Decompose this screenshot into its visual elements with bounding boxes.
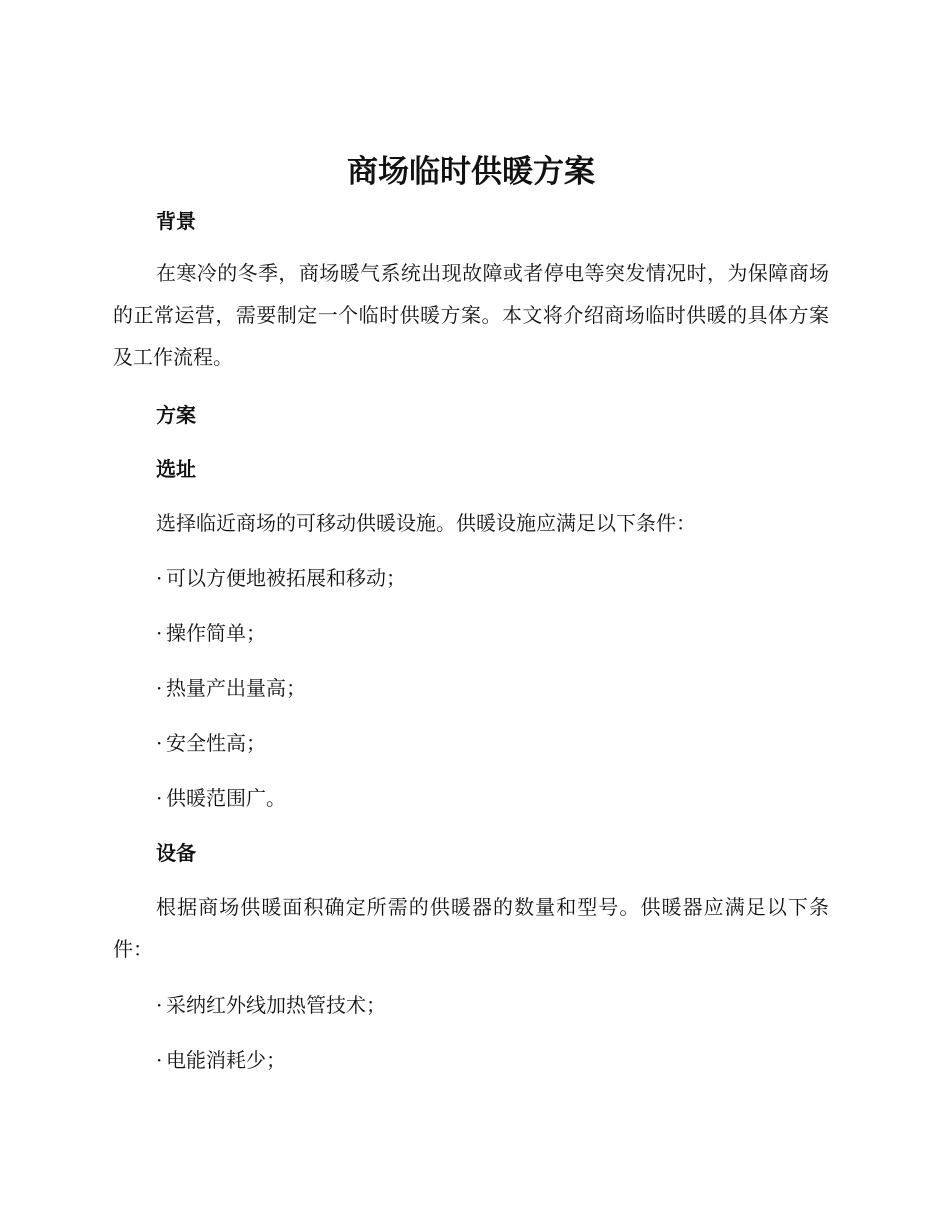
bullet-text: 电能消耗少； bbox=[166, 1048, 286, 1072]
heading-site: 选址 bbox=[156, 457, 196, 481]
site-bullet-item bbox=[156, 618, 266, 648]
heading-equipment: 设备 bbox=[156, 841, 196, 865]
bullet-text: 操作简单； bbox=[166, 621, 266, 645]
bullet-text: 供暖范围广。 bbox=[166, 786, 286, 810]
bullet-text: 采纳红外线加热管技术； bbox=[166, 993, 386, 1017]
bullet-marker: · bbox=[156, 731, 163, 755]
paragraph-background: 在寒冷的冬季，商场暖气系统出现故障或者停电等突发情况时，为保障商场的正常运营，需要制定一个临时供暖方案。本文将介绍商场临时供暖的具体方案及工作流程。 bbox=[113, 261, 829, 369]
bullet-marker: · bbox=[156, 566, 163, 590]
site-bullet-item bbox=[156, 673, 306, 703]
site-bullet-item bbox=[156, 728, 266, 758]
site-bullet-item bbox=[156, 563, 406, 593]
bullet-marker: · bbox=[156, 786, 163, 810]
document-title: 商场临时供暖方案 bbox=[347, 154, 595, 190]
site-intro: 选择临近商场的可移动供暖设施。供暖设施应满足以下条件： bbox=[156, 511, 696, 535]
bullet-marker: · bbox=[156, 621, 163, 645]
equipment-bullet-item bbox=[156, 990, 386, 1020]
heading-plan: 方案 bbox=[156, 403, 196, 427]
bullet-marker: · bbox=[156, 1048, 163, 1072]
bullet-text: 可以方便地被拓展和移动； bbox=[166, 566, 406, 590]
document-page bbox=[113, 0, 829, 1230]
paragraph-equipment: 根据商场供暖面积确定所需的供暖器的数量和型号。供暖器应满足以下条件： bbox=[113, 895, 829, 961]
heading-background: 背景 bbox=[156, 209, 196, 233]
bullet-text: 热量产出量高； bbox=[166, 676, 306, 700]
equipment-bullet-item bbox=[156, 1045, 286, 1075]
site-bullet-item bbox=[156, 783, 286, 813]
bullet-text: 安全性高； bbox=[166, 731, 266, 755]
bullet-marker: · bbox=[156, 993, 163, 1017]
bullet-marker: · bbox=[156, 676, 163, 700]
